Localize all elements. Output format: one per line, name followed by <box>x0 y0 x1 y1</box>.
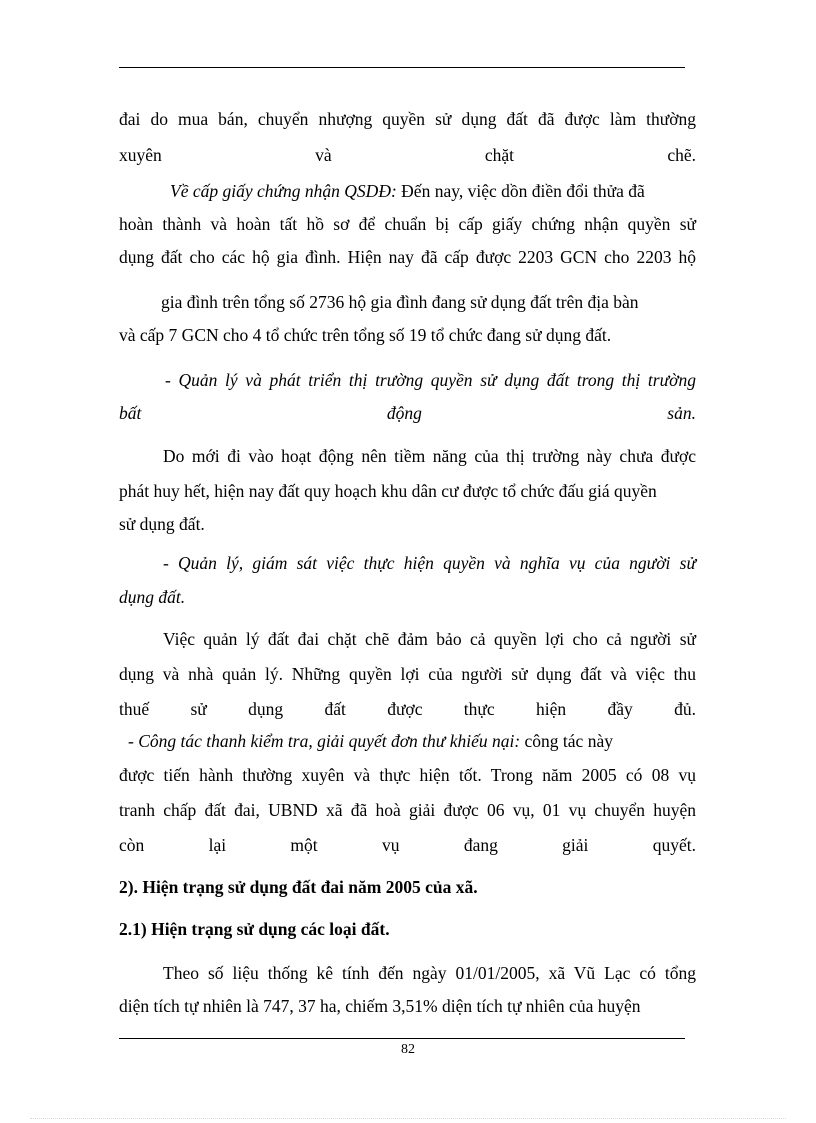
text-span: công tác này <box>520 731 613 751</box>
text-line: Việc quản lý đất đai chặt chẽ đảm bảo cả quyền lợi cho cả người sử <box>163 629 696 649</box>
heading-bullet: dụng đất. <box>119 587 186 607</box>
footer-rule <box>119 1038 685 1039</box>
text-line: phát huy hết, hiện nay đất quy hoạch khu dân cư được tổ chức đấu giá quyền <box>119 481 657 501</box>
text-line: đai do mua bán, chuyển nhượng quyền sử dụng đất đã được làm thường <box>119 109 696 129</box>
text-line: hoàn thành và hoàn tất hồ sơ để chuẩn bị cấp giấy chứng nhận quyền sử <box>119 214 696 234</box>
section-heading: 2). Hiện trạng sử dụng đất đai năm 2005 của xã. <box>119 877 478 897</box>
text-line: và cấp 7 GCN cho 4 tổ chức trên tổng số 19 tổ chức đang sử dụng đất. <box>119 325 612 345</box>
text-line <box>170 180 645 202</box>
text-line: Theo số liệu thống kê tính đến ngày 01/01/2005, xã Vũ Lạc có tổng <box>163 963 696 983</box>
text-line: được tiến hành thường xuyên và thực hiện tốt. Trong năm 2005 có 08 vụ <box>119 765 696 785</box>
heading-bullet: - Quản lý và phát triển thị trường quyền sử dụng đất trong thị trường <box>165 370 696 390</box>
text-line: còn lại một vụ đang giải quyết. <box>119 835 696 855</box>
text-line <box>128 730 613 752</box>
text-span: Đến nay, việc dồn điền đổi thửa đã <box>396 181 645 201</box>
heading-bullet: - Quản lý, giám sát việc thực hiện quyền và nghĩa vụ của người sử <box>163 553 696 573</box>
subheading: Về cấp giấy chứng nhận QSDĐ: <box>170 181 397 201</box>
text-line: gia đình trên tổng số 2736 hộ gia đình đang sử dụng đất trên địa bàn <box>161 292 639 312</box>
text-line: dụng và nhà quản lý. Những quyền lợi của người sử dụng đất và việc thu <box>119 664 696 684</box>
text-line: Do mới đi vào hoạt động nên tiềm năng của thị trường này chưa được <box>163 446 696 466</box>
text-line: thuế sử dụng đất được thực hiện đầy đủ. <box>119 699 696 719</box>
page-number: 82 <box>401 1042 415 1057</box>
text-line: tranh chấp đất đai, UBND xã đã hoà giải được 06 vụ, 01 vụ chuyển huyện <box>119 800 696 820</box>
text-line: diện tích tự nhiên là 747, 37 ha, chiếm 3,51% diện tích tự nhiên của huyện <box>119 996 641 1016</box>
page-edge <box>30 1118 786 1119</box>
subheading: - Công tác thanh kiểm tra, giải quyết đơn thư khiếu nại: <box>128 731 521 751</box>
text-line: dụng đất cho các hộ gia đình. Hiện nay đã cấp được 2203 GCN cho 2203 hộ <box>119 247 696 267</box>
section-heading: 2.1) Hiện trạng sử dụng các loại đất. <box>119 919 390 939</box>
text-line: sử dụng đất. <box>119 514 205 534</box>
header-rule <box>119 67 685 68</box>
text-line: xuyên và chặt chẽ. <box>119 145 696 165</box>
heading-bullet: bất động sản. <box>119 403 696 423</box>
